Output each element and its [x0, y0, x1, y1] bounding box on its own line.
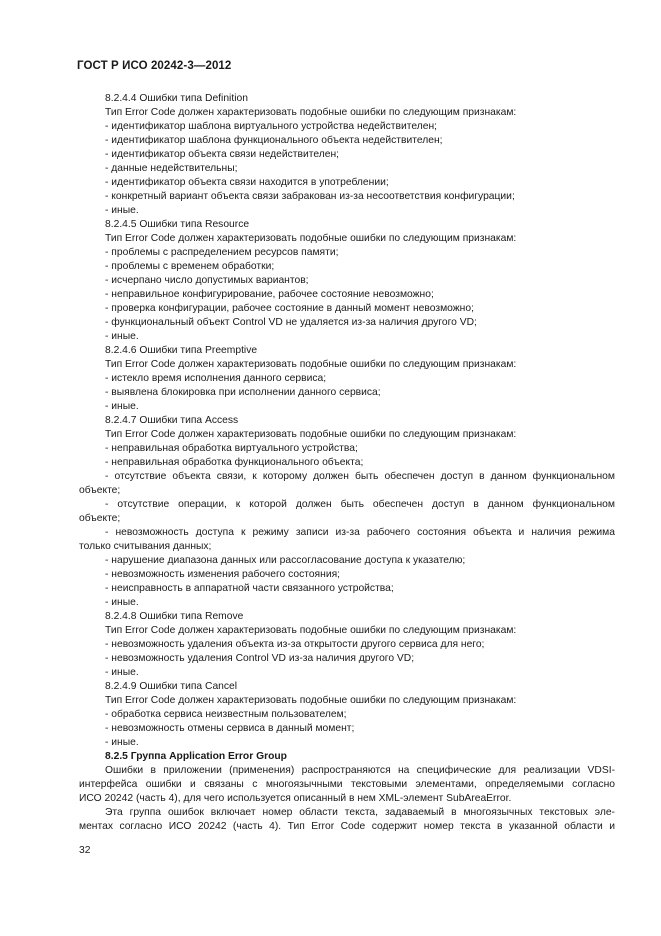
paragraph-line: Тип Error Code должен характеризовать подобные ошибки по следующим признакам:	[105, 429, 517, 440]
paragraph-line: интерфейса ошибки и связаны с многоязычными текстовыми элементами, определяемыми согласно	[79, 779, 615, 790]
list-item-continuation: объекте;	[79, 513, 121, 524]
list-item: - данные недействительны;	[105, 163, 238, 174]
list-item: - невозможность отмены сервиса в данный момент;	[105, 723, 355, 734]
document-header: ГОСТ Р ИСО 20242-3—2012	[77, 60, 232, 72]
list-item: - проверка конфигурации, рабочее состояние в данный момент невозможно;	[105, 303, 474, 314]
list-item: - неисправность в аппаратной части связанного устройства;	[105, 583, 394, 594]
paragraph-line: ментах согласно ИСО 20242 (часть 4). Тип Error Code содержит номер текста в указанной области и	[79, 821, 615, 832]
list-item: - функциональный объект Control VD не удаляется из-за наличия другого VD;	[105, 317, 477, 328]
section-heading: 8.2.4.8 Ошибки типа Remove	[105, 611, 244, 622]
list-item: - неправильная обработка функционального объекта;	[105, 457, 364, 468]
list-item: - иные.	[105, 205, 139, 216]
list-item: - проблемы с распределением ресурсов памяти;	[105, 247, 339, 258]
paragraph-line: Тип Error Code должен характеризовать подобные ошибки по следующим признакам:	[105, 107, 517, 118]
paragraph-line: Тип Error Code должен характеризовать подобные ошибки по следующим признакам:	[105, 359, 517, 370]
list-item: - неправильная обработка виртуального устройства;	[105, 443, 358, 454]
paragraph-line: Ошибки в приложении (применения) распространяются на специфические для реализации VDSI-	[105, 765, 615, 776]
list-item: - конкретный вариант объекта связи забракован из-за несоответствия конфигурации;	[105, 191, 515, 202]
paragraph-line: Тип Error Code должен характеризовать подобные ошибки по следующим признакам:	[105, 625, 517, 636]
document-body	[79, 92, 615, 834]
list-item: - иные.	[105, 737, 139, 748]
list-item: - выявлена блокировка при исполнении данного сервиса;	[105, 387, 381, 398]
list-item-continuation: объекте;	[79, 485, 121, 496]
list-item: - идентификатор шаблона функционального объекта недействителен;	[105, 135, 443, 146]
list-item: - невозможность удаления объекта из-за открытости другого сервиса для него;	[105, 639, 485, 650]
section-heading: 8.2.4.9 Ошибки типа Cancel	[105, 681, 238, 692]
paragraph-line: Эта группа ошибок включает номер области текста, задаваемый в многоязычных текстовых эле-	[105, 807, 615, 818]
list-item: - неправильное конфигурирование, рабочее состояние невозможно;	[105, 289, 434, 300]
list-item: - исчерпано число допустимых вариантов;	[105, 275, 309, 286]
list-item: - иные.	[105, 331, 139, 342]
list-item: - идентификатор объекта связи находится в употреблении;	[105, 177, 389, 188]
list-item: - идентификатор объекта связи недействителен;	[105, 149, 339, 160]
list-item: - истекло время исполнения данного сервиса;	[105, 373, 327, 384]
page-number: 32	[79, 845, 91, 856]
list-item: - обработка сервиса неизвестным пользователем;	[105, 709, 347, 720]
list-item: - невозможность изменения рабочего состояния;	[105, 569, 341, 580]
list-item: - иные.	[105, 667, 139, 678]
list-item: - нарушение диапазона данных или рассогласование доступа к указателю;	[105, 555, 466, 566]
section-heading: 8.2.4.7 Ошибки типа Access	[105, 415, 239, 426]
section-heading: 8.2.4.4 Ошибки типа Definition	[105, 93, 248, 104]
list-item: - проблемы с временем обработки;	[105, 261, 275, 272]
list-item: - отсутствие операции, к которой должен быть обеспечен доступ в данном функциональном	[105, 499, 615, 510]
list-item: - отсутствие объекта связи, к которому должен быть обеспечен доступ в данном функциональном	[105, 471, 615, 482]
section-heading: 8.2.4.6 Ошибки типа Preemptive	[105, 345, 258, 356]
section-heading: 8.2.4.5 Ошибки типа Resource	[105, 219, 250, 230]
list-item: - невозможность доступа к режиму записи из-за рабочего состояния объекта и наличия режима	[105, 527, 615, 538]
paragraph-line: Тип Error Code должен характеризовать подобные ошибки по следующим признакам:	[105, 695, 517, 706]
section-heading-bold: 8.2.5 Группа Application Error Group	[105, 751, 287, 762]
paragraph-line: Тип Error Code должен характеризовать подобные ошибки по следующим признакам:	[105, 233, 517, 244]
list-item: - идентификатор шаблона виртуального устройства недействителен;	[105, 121, 437, 132]
list-item: - иные.	[105, 597, 139, 608]
list-item-continuation: только считывания данных;	[79, 541, 212, 552]
list-item: - иные.	[105, 401, 139, 412]
list-item: - невозможность удаления Control VD из-за наличия другого VD;	[105, 653, 415, 664]
paragraph-line: ИСО 20242 (часть 4), для чего используется описанный в нем XML-элемент SubAreaError.	[79, 793, 512, 804]
